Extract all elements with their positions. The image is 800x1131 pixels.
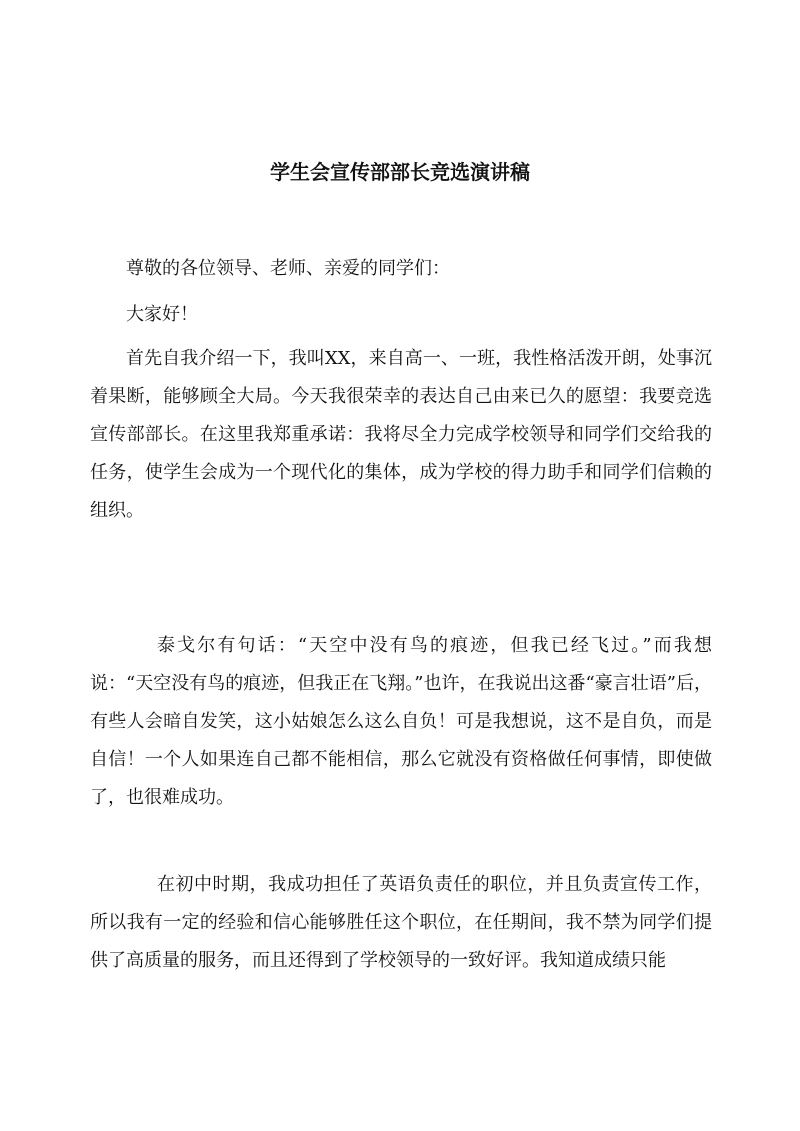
document-title: 学生会宣传部部长竞选演讲稿 [270,160,530,184]
greeting: 大家好！ [126,304,198,325]
paragraph-introduction: 首先自我介绍一下，我叫XX，来自高一、一班，我性格活泼开朗，处事沉着果断，能够顾全大局。今天我很荣幸的表达自己由来已久的愿望：我要竞选宣传部部长。在这里我郑重承诺：我将尽全力完成学校领导和同学们交给我的任务，使学生会成为一个现代化的集体，成为学校的得力助手和同学们信赖的组织。 [90,348,712,521]
paragraph-experience: 在初中时期，我成功担任了英语负责任的职位，并且负责宣传工作，所以我有一定的经验和信心能够胜任这个职位，在任期间，我不禁为同学们提供了高质量的服务，而且还得到了学校领导的一致好评。我知道成绩只能 [90,874,712,971]
salutation: 尊敬的各位领导、老师、亲爱的同学们： [126,258,450,279]
paragraph-tagore-quote: 泰戈尔有句话：“天空中没有鸟的痕迹，但我已经飞过。”而我想说：“天空没有鸟的痕迹，但我正在飞翔。”也许，在我说出这番“豪言壮语”后，有些人会暗自发笑，这小姑娘怎么这么自负！可是我想说，这不是自负，而是自信！一个人如果连自己都不能相信，那么它就没有资格做任何事情，即使做了，也很难成功。 [90,635,712,808]
